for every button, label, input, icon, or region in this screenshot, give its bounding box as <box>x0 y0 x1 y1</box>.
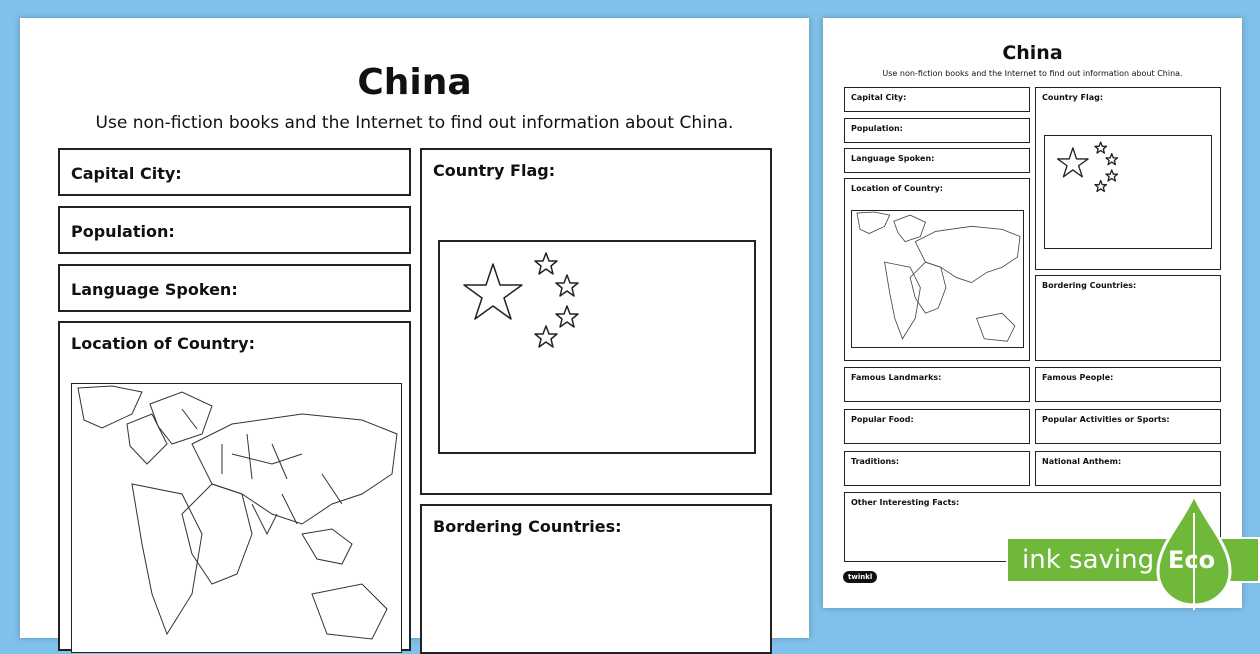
small-star-icon <box>535 253 557 274</box>
location-label: Location of Country: <box>71 334 255 353</box>
population-box <box>58 206 411 254</box>
language-spoken-box <box>58 264 411 312</box>
small-world-map <box>851 210 1024 348</box>
small-capital-city-box <box>844 87 1030 112</box>
traditions-box <box>844 451 1030 486</box>
small-country-flag-box <box>1035 87 1221 270</box>
small-country-flag-label: Country Flag: <box>1042 93 1104 102</box>
popular-activities-label: Popular Activities or Sports: <box>1042 415 1170 424</box>
small-bordering-box <box>1035 275 1221 361</box>
small-star-icon <box>535 326 557 347</box>
worksheet-instructions: Use non-fiction books and the Internet to find out information about China. <box>95 113 734 133</box>
small-capital-city-label: Capital City: <box>851 93 907 102</box>
small-bordering-label: Bordering Countries: <box>1042 281 1137 290</box>
location-box <box>58 321 411 651</box>
worksheet-title: China <box>357 62 472 103</box>
national-anthem-label: National Anthem: <box>1042 457 1122 466</box>
bordering-countries-box <box>420 504 772 654</box>
flag-stars-icon <box>440 242 754 452</box>
worksheet-small-instructions: Use non-fiction books and the Internet to find out information about China. <box>882 69 1183 78</box>
national-anthem-box <box>1035 451 1221 486</box>
world-map <box>71 383 402 653</box>
popular-food-box <box>844 409 1030 444</box>
famous-people-box <box>1035 367 1221 402</box>
eco-label: Eco <box>1168 546 1216 574</box>
traditions-label: Traditions: <box>851 457 900 466</box>
small-language-box <box>844 148 1030 173</box>
small-star-icon <box>556 306 578 327</box>
ink-saving-label: ink saving <box>1006 537 1260 583</box>
small-population-label: Population: <box>851 124 903 133</box>
capital-city-label: Capital City: <box>71 164 182 183</box>
small-world-map-outline-icon <box>852 211 1024 348</box>
ink-saving-eco-badge <box>1006 493 1260 610</box>
small-star-icon <box>556 275 578 296</box>
famous-landmarks-box <box>844 367 1030 402</box>
world-map-outline-icon <box>72 384 402 653</box>
small-population-box <box>844 118 1030 143</box>
small-china-flag <box>1044 135 1212 249</box>
china-flag <box>438 240 756 454</box>
small-location-label: Location of Country: <box>851 184 943 193</box>
popular-activities-box <box>1035 409 1221 444</box>
country-flag-label: Country Flag: <box>433 161 556 180</box>
bordering-countries-label: Bordering Countries: <box>433 517 622 536</box>
famous-people-label: Famous People: <box>1042 373 1114 382</box>
small-flag-stars-icon <box>1045 136 1210 247</box>
famous-landmarks-label: Famous Landmarks: <box>851 373 942 382</box>
language-spoken-label: Language Spoken: <box>71 280 238 299</box>
twinkl-logo: twinkl <box>843 571 877 583</box>
capital-city-box <box>58 148 411 196</box>
worksheet-small-title: China <box>1002 42 1063 64</box>
popular-food-label: Popular Food: <box>851 415 914 424</box>
other-facts-label: Other Interesting Facts: <box>851 498 960 507</box>
population-label: Population: <box>71 222 175 241</box>
country-flag-box <box>420 148 772 495</box>
worksheet-large <box>20 18 809 638</box>
small-location-box <box>844 178 1030 361</box>
large-star-icon <box>464 264 522 319</box>
small-language-label: Language Spoken: <box>851 154 935 163</box>
